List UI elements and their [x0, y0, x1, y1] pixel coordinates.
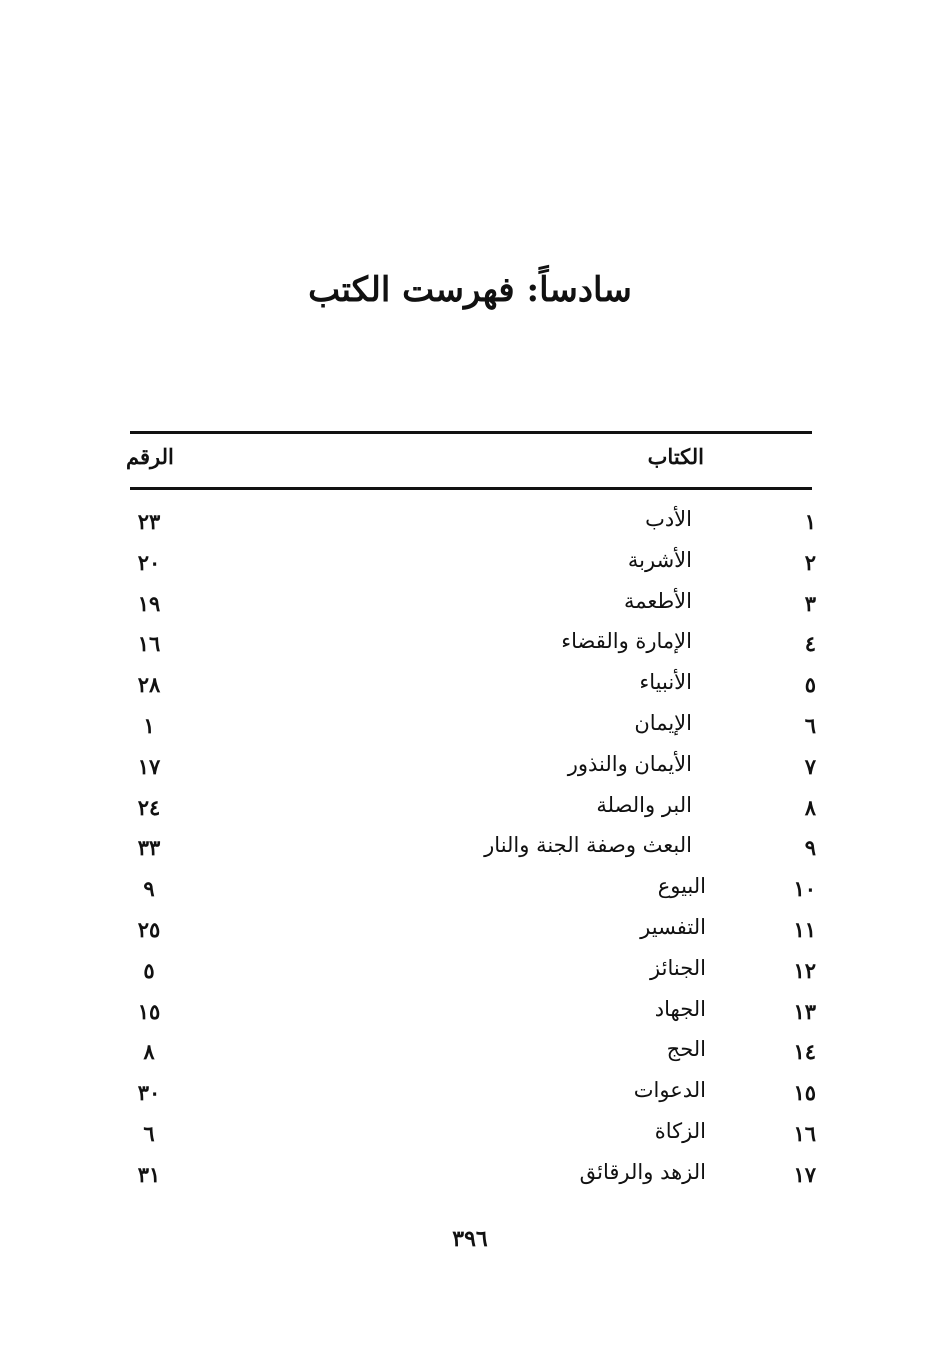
row-index: ٥ — [804, 672, 816, 698]
book-name: الأدب — [645, 507, 692, 531]
row-index: ١٧ — [793, 1161, 816, 1187]
header-book: الكتاب — [647, 444, 704, 469]
table-row — [0, 627, 940, 668]
book-number: ١٦ — [137, 631, 161, 657]
page-title: سادساً: فهرست الكتب — [308, 270, 632, 310]
row-index: ٧ — [804, 753, 816, 779]
row-index: ١٦ — [793, 1120, 816, 1146]
row-index: ١٥ — [793, 1080, 816, 1106]
book-name: الأنبياء — [639, 670, 692, 695]
book-number: ٢٣ — [137, 509, 161, 534]
book-number: ٣٣ — [137, 835, 161, 861]
table-row — [0, 791, 940, 832]
table-row — [0, 750, 940, 791]
table-row — [0, 831, 940, 872]
row-index: ١١ — [793, 916, 816, 942]
book-name: البر والصلة — [596, 792, 692, 817]
row-index: ١٤ — [793, 1039, 816, 1065]
book-name: البيوع — [657, 874, 706, 899]
row-index: ٦ — [804, 712, 816, 738]
table-row — [0, 1076, 940, 1117]
book-name: الحج — [666, 1037, 706, 1062]
book-name: الدعوات — [633, 1078, 706, 1103]
book-number: ٣٠ — [137, 1080, 161, 1106]
table-row — [0, 546, 940, 587]
book-name: التفسير — [640, 914, 706, 939]
table-row — [0, 913, 940, 954]
book-number: ٣١ — [137, 1161, 161, 1187]
row-index: ٤ — [804, 631, 816, 657]
table-row — [0, 872, 940, 913]
book-name: الأطعمة — [623, 588, 692, 613]
book-number: ١ — [143, 712, 155, 738]
table-row — [0, 709, 940, 750]
table-row — [0, 668, 940, 709]
book-number: ٢٨ — [137, 672, 161, 698]
table-row — [0, 1035, 940, 1076]
row-index: ١٠ — [793, 876, 816, 902]
book-name: الأشربة — [627, 547, 692, 572]
book-number: ٢٠ — [137, 549, 161, 575]
book-number: ٢٤ — [137, 794, 161, 820]
table-row — [0, 1158, 940, 1199]
table-row — [0, 1117, 940, 1158]
book-number: ٢٥ — [137, 916, 161, 942]
book-name: الزكاة — [654, 1118, 706, 1143]
book-number: ٨ — [143, 1039, 155, 1065]
table-row — [0, 995, 940, 1036]
row-index: ٩ — [804, 835, 816, 861]
book-name: الأيمان والنذور — [567, 751, 692, 776]
book-name: الجنائز — [650, 955, 706, 980]
row-index: ٣ — [804, 590, 816, 616]
table-body — [0, 505, 940, 1199]
row-index: ١٣ — [793, 998, 816, 1024]
book-name: الجهاد — [654, 996, 706, 1021]
book-number: ١٧ — [137, 753, 161, 779]
book-name: الزهد والرقائق — [579, 1159, 706, 1184]
row-index: ٨ — [804, 794, 816, 820]
row-index: ١٢ — [793, 957, 816, 983]
table-top-rule — [130, 431, 812, 434]
book-number: ١٥ — [137, 998, 161, 1024]
row-index: ٢ — [804, 549, 816, 575]
row-index: ١ — [804, 509, 816, 534]
header-number: الرقم — [126, 444, 174, 469]
table-row — [0, 954, 940, 995]
table-header-rule — [130, 487, 812, 490]
table-row — [0, 505, 940, 546]
book-name: الإيمان — [634, 710, 692, 735]
book-name: الإمارة والقضاء — [561, 629, 692, 654]
table-row — [0, 587, 940, 628]
book-number: ١٩ — [137, 590, 161, 616]
book-name: البعث وصفة الجنة والنار — [484, 833, 692, 858]
book-number: ٩ — [143, 876, 155, 902]
page-number: ٣٩٦ — [452, 1226, 488, 1252]
book-number: ٦ — [143, 1120, 155, 1146]
book-number: ٥ — [143, 957, 155, 983]
